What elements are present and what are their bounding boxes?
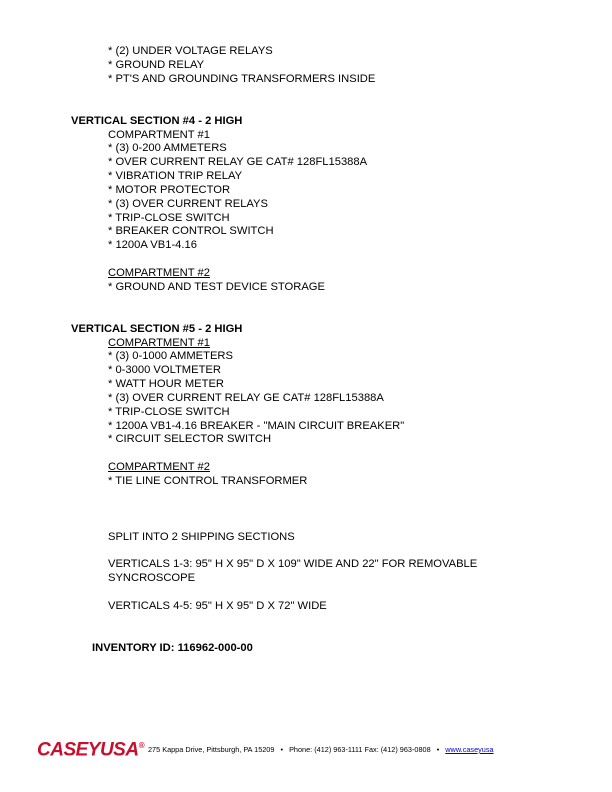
list-item: * (3) OVER CURRENT RELAY GE CAT# 128FL15388A: [108, 392, 384, 404]
compartment-title: COMPARTMENT #2: [108, 267, 210, 279]
list-item: * CIRCUIT SELECTOR SWITCH: [108, 433, 272, 445]
list-item: * GROUND RELAY: [108, 59, 205, 71]
footer-fax: Fax: (412) 963-0808: [364, 745, 431, 754]
list-item: * WATT HOUR METER: [108, 378, 225, 390]
compartment-title: COMPARTMENT #1: [108, 337, 210, 349]
logo-text: CASEYUSA: [37, 739, 139, 761]
list-item: * GROUND AND TEST DEVICE STORAGE: [108, 281, 325, 293]
list-item: * TIE LINE CONTROL TRANSFORMER: [108, 475, 308, 487]
list-item: * TRIP-CLOSE SWITCH: [108, 406, 230, 418]
footer-separator: •: [436, 745, 440, 754]
footer-contact: [148, 745, 494, 755]
list-item: * (3) 0-200 AMMETERS: [108, 142, 227, 154]
compartment-title: COMPARTMENT #2: [108, 461, 210, 473]
list-item: * MOTOR PROTECTOR: [108, 184, 231, 196]
footer-address: 275 Kappa Drive, Pittsburgh, PA 15209: [148, 745, 275, 754]
footer-separator: •: [280, 745, 284, 754]
shipping-dimensions: VERTICALS 1-3: 95" H X 95" D X 109" WIDE AND 22" FOR REMOVABLE: [108, 558, 478, 570]
compartment-title: COMPARTMENT #1: [108, 129, 210, 141]
website-link[interactable]: www.caseyusa: [445, 745, 494, 754]
list-item: * 0-3000 VOLTMETER: [108, 364, 221, 376]
list-item: * (2) UNDER VOLTAGE RELAYS: [108, 45, 273, 57]
section-heading: VERTICAL SECTION #5 - 2 HIGH: [71, 323, 243, 335]
section-heading: VERTICAL SECTION #4 - 2 HIGH: [71, 115, 243, 127]
shipping-note: SPLIT INTO 2 SHIPPING SECTIONS: [108, 531, 295, 543]
list-item: * VIBRATION TRIP RELAY: [108, 170, 243, 182]
list-item: * TRIP-CLOSE SWITCH: [108, 212, 230, 224]
footer-phone: Phone: (412) 963-1111: [289, 745, 363, 754]
registered-mark: ®: [138, 741, 144, 750]
list-item: * BREAKER CONTROL SWITCH: [108, 225, 274, 237]
list-item: * 1200A VB1-4.16: [108, 239, 197, 251]
list-item: * (3) OVER CURRENT RELAYS: [108, 198, 268, 210]
list-item: * 1200A VB1-4.16 BREAKER - "MAIN CIRCUIT BREAKER": [108, 420, 405, 432]
list-item: * OVER CURRENT RELAY GE CAT# 128FL15388A: [108, 156, 368, 168]
list-item: * PT'S AND GROUNDING TRANSFORMERS INSIDE: [108, 73, 376, 85]
shipping-dimensions: SYNCROSCOPE: [108, 572, 196, 584]
company-logo: [37, 735, 144, 761]
list-item: * (3) 0-1000 AMMETERS: [108, 350, 233, 362]
shipping-dimensions: VERTICALS 4-5: 95" H X 95" D X 72" WIDE: [108, 600, 327, 612]
inventory-id: INVENTORY ID: 116962-000-00: [92, 642, 253, 654]
